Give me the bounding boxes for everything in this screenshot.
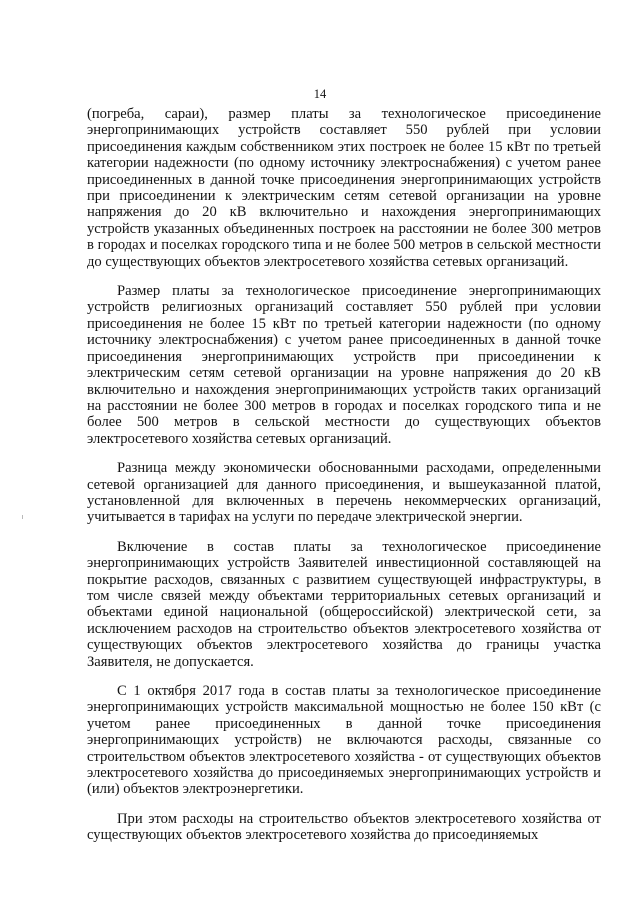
document-body — [87, 106, 601, 857]
scan-margin-mark — [22, 515, 23, 519]
paragraph-4: Включение в состав платы за технологическое присоединение энергопринимающих устройств Заявителей инвестиционной составляющей на покрытие расходов, связанных с развитием существующей инфраструктуры, в том числе связей между объектами территориальных сетевых организаций и объектами единой национальной (общероссийской) электрической сети, за исключением расходов на строительство объектов электросетевого хозяйства от существующих объектов электросетевого хозяйства до границы участка Заявителя, не допускается. — [87, 538, 601, 670]
paragraph-2: Размер платы за технологическое присоединение энергопринимающих устройств религиозных организаций составляет 550 рублей при условии присоединения не более 15 кВт по третьей категории надежности (по одному источнику электроснабжения) с учетом ранее присоединенных в данной точке присоединения энергопринимающих устройств при присоединении к электрическим сетям сетевой организации на уровне напряжения до 20 кВ включительно и нахождения энергопринимающих устройств таких организаций на расстоянии не более 300 метров в городах и поселках городского типа и не более 500 метров в сельской местности до существующих объектов электросетевого хозяйства сетевых организаций. — [87, 283, 601, 447]
paragraph-1: (погреба, сараи), размер платы за технологическое присоединение энергопринимающих устройств составляет 550 рублей при условии присоединения каждым собственником этих построек не более 15 кВт по третьей категории надежности (по одному источнику электроснабжения) с учетом ранее присоединенных в данной точке присоединения энергопринимающих устройств при присоединении к электрическим сетям сетевой организации на уровне напряжения до 20 кВ включительно и нахождения энергопринимающих устройств указанных объединенных построек на расстоянии не более 300 метров в городах и поселках городского типа и не более 500 метров в сельской местности до существующих объектов электросетевого хозяйства сетевых организаций. — [87, 106, 601, 270]
paragraph-3: Разница между экономически обоснованными расходами, определенными сетевой организацией для данного присоединения, и вышеуказанной платой, установленной для включенных в перечень некоммерческих организаций, учитывается в тарифах на услуги по передаче электрической энергии. — [87, 460, 601, 526]
paragraph-6: При этом расходы на строительство объектов электросетевого хозяйства от существующих объектов электросетевого хозяйства до присоединяемых — [87, 810, 601, 844]
paragraph-5: С 1 октября 2017 года в состав платы за технологическое присоединение энергопринимающих устройств максимальной мощностью не более 150 кВт (с учетом ранее присоединенных в данной точке присоединения энергопринимающих устройств) не включаются расходы, связанные со строительством объектов электросетевого хозяйства - от существующих объектов электросетевого хозяйства до присоединяемых энергопринимающих устройств и (или) объектов электроэнергетики. — [87, 683, 601, 798]
page-number: 14 — [313, 87, 327, 101]
